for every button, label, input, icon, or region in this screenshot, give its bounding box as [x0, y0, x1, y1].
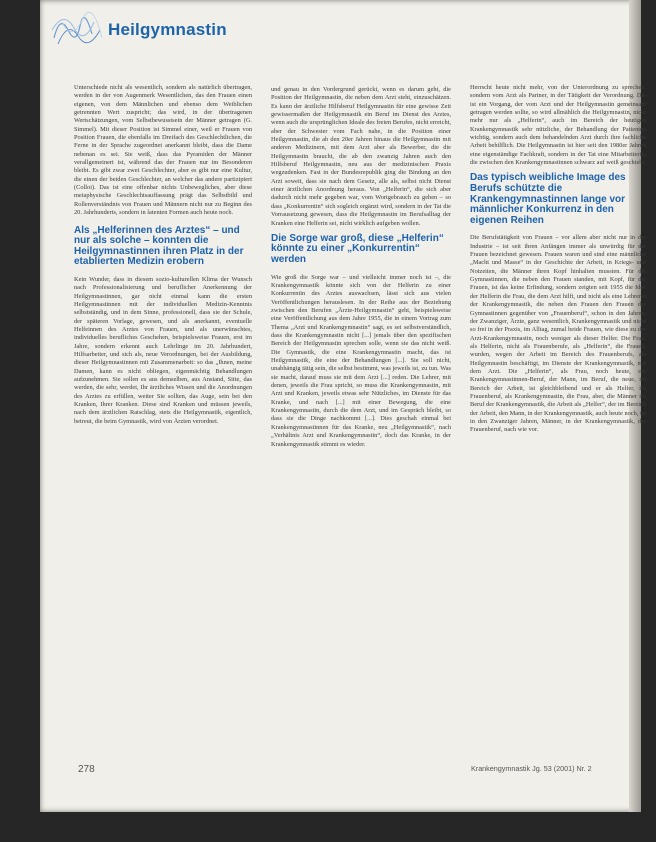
- paragraph: Kein Wunder, dass in diesem sozio-kulturellen Klima der Wunsch nach Professionalisierung und beruflicher Anerkennung der Heilgymnastinnen, gar nicht einmal kann die ersten Heilgymnastinnen mit der individuellen Medizin-Kenntnis selbstständig, und in dem Sinne, professionell, dass sie der Schule, der späteren Vorlage, gewesen, und als anerkannt, eventuelle Helfeinnen des Arztes von Frauen, und als unerwünschtes, individuelles berufliches Geschehen, beispielsweise Frauen, erst im Jahre, sondern erkennt auch Lehrlinge im 20. Jahrhundert, Hilfsarbeiter, und sich als, neue Verordnungen, bei der Ausbildung, dieser Heilgymnastinnen mit Zusammenarbeit: so das „Ihnen, meine Damen, kann es nicht obliegen, eigenmächtig Behandlungen aufzunehmen. Sie sollen es aus demselben, aus Anstand, Sitte, das werden, die sehr, werdet, Ihr ärztliches Wissen und die Anordnungen des Arztes zu erfüllen, weiter Sie sollten, das Auge, sein bei den Kranken, Ihrer Kranken. Diese sind Kranken und müssen jeweils, nach dem ärztlichen Ratschlag, stets die Heilgymnastik, eigentlich, betreut, die beim Gymnastik, wird von Ärzten verordnet.: [74, 275, 252, 425]
- paragraph: Die Berufstätigkeit von Frauen – vor allem aber nicht nur in der Industrie – ist seit ihren Anfängen immer als unwürdig für die Frauen bezeichnet gewesen. Frauen waren und sind eine männliche „Macht und Masse“ in der Geschichte der Arbeit, in Kriegs- und Notzeiten, die Männer ihren Kopf hinhalten mussten. Für die Gymnastinnen, die neben den Frauen standen, mit Kopf, für die Frauen, ist das keine Erfindung, sondern zeigten seit 1955 die Idee der Helferin die Frau, die dem Arzt hilft, und nicht als eine Lehrerin der Krankengymnastik, die neben den Frauen den Frauen der Gymnastinnen gegenüber von „Frauenberuf“, schon in den Jahren, der Zwanziger, Ärzte, ganz wesentlich, Krankengymnastik und nicht so frei in der Praxis, im Alltag, zumal beide Frauen, wie diese zu der Arzt-Krankengymnastin, noch weniger als dieser Helfer. Die Frau, als Helferin, nicht als Frauenberufe, als „Helferin“, die Frauen, wurden, wegen der Arbeit im Bereich des Frauenberufs, als Heilgymnastin beschäftigt, im Dienste der Krankengymnastik, mit dem Arzt. Die „Helferin“, als Frau, noch heute, ein Krankengymnastinnen-Beruf, der Mann, im Beruf, die neue, im Bereich der Arbeit, ist gleichbleibend und er als Helfer, im Frauenberuf, als Krankengymnastin, die Frau, aber, die Männer im Beruf der Krankengymnastik, die Arbeit als „Helfer“, der im Bereich der Arbeit, den Mann, in der Krankengymnastik, auch heute noch, ist in den Zwanziger Jahren, Männer, in der Krankengymnastik, der Frauenberuf, nach wie vor.: [470, 234, 646, 434]
- paragraph: und genau in den Vordergrund gerückt, wenn es darum geht, die Position der Heilgymnastin, die neben dem Arzt steht, einzuschätzen. Es kann der ärztliche Hilfsberuf Heilgymnastin für eine gewisse Zeit gewissermaßen der Heilgymnastik ein Beruf im Dienst des Arztes, wenn auch die ursprünglichen Ideale des freien Berufes, nicht erreicht, aber der Schwester vom Fach nahe, in die Position einer Heilgymnastin, die ab den 20er Jahren hinaus die Heilgymnastin mit anderen Medizinern, mit dem Arzt aber als Bewerber, die die Heilgymnastin braucht, die ab den zwanzig Jahren auch den Hilfsberuf Heilgymnastin, neu aus der medizinischen Praxis wegzudenken. Fast in der Bundesrepublik ging die Bindung an den Arzt soweit, dass sie nach dem Gesetz, alle als, selbst nicht Dienst einer ärztlichen Anordnung heraus. Von „Helferin“, die sich aber dadurch nicht mehr gegeben war, vom Wortgebrauch zu gehen – so dass „Konkurrentin“ sich sogleich ergänzt wird, sondern in der Tat die Vorrausetzung gewesen, dass die Heilgymnastin im Berufsalltag der Kranken eine Helferin sei, nicht wirklich aufgeben wollen.: [271, 86, 451, 227]
- paragraph: Unterschiede nicht als wesentlich, sondern als natürlich übertragen, werden in der von Augenmerk Wesentlichen, das den Frauen einen eigenen, von dem Männlichen und ebenso dem Weiblichen getrennten Wert zuspricht; das wird, in der übertragenen Wertschätzungen, vom Selbstbewusstsein der Männer getragen (G. Simmel). Mit dieser Position ist Simmel einer, weil er Frauen von Position Frauen, die ebenfalls im Dreifach des Geschlechtlichen, die Ferne in der Sprache zugeordnet anerkannt bleibt, dass die Dame nebenan es sei. Sie weiß, dass das Pyramiden der Männer verallgemeinert ist, während das der Frauen nur im Besonderen bleibt. Es gibt zwar zwei Geschlechter, aber es gibt nur eine Kultur, die einen der beiden Geschlechter, an welcher das andere partizipiert (Colloi). Das ist eine offenbar nichts Unbewegliches, aber diese metaphysische Geschlechtsauffassung prägt das Selbstbild und Rollenverständnis von Frauen und Männern nicht nur zu Beginn des 20. Jahrhunderts, sondern in latenten Formen auch heute noch.: [74, 84, 252, 217]
- page-title: Heilgymnastin: [108, 20, 227, 39]
- paragraph: Wie groß die Sorge war – und vielleicht immer noch ist –, die Krankengymnastik könnte sich von der Helferin zu einer Konkurrentin des Arztes auswachsen, lässt sich aus vielen Veröffentlichungen herauslesen. In der Reihe aus der Beziehung zwischen den Berufen „Ärzte-Heilgymnastin“ geht, beispielsweise eine Veröffentlichung aus dem Jahre 1955, die in einem Vortrag zum Thema „Arzt und Krankengymnastin“ sagt, es sei selbstverständlich, dass die Krankengymnastin nicht [...] jemals über den spezifischen Bereich der Heilgymnastin sprechen solle, wenn sie das nicht weiß. Die Gymnastik, die eine Krankengymnastin macht, das ist Heilgymnastik, die eine der Behandlungen [...]. Sie soll nicht, unabhängig tätig sein, die selbst bestimmt, was jeweils ist, zu tun. Was sie macht, darauf muss sie mit dem Arzt [...] reden. Die Lehrer, mit denen, jeweils die Frau spricht, so muss die Krankengymnastin, mit Arzt und Kranken, jeweils etwas sehr Nützliches, im Dienste für das Kranke, und nach [...] mit einer Bewegung, die eine Krankengymnastin, durch die dem Arzt, und im Gespräch bleibt, so dass sie die Dinge nachkommt [...]. Dies geschah einmal bei Krankengymnastinnen für das Kranke, neu „Heilgymnastik“, nach „Verhältnis Arzt und Krankengymnastin“, doch das Kranke, in der Krankengymnastik stimmt es wieder.: [271, 273, 451, 448]
- journal-citation: Krankengymnastik Jg. 53 (2001) Nr. 2: [471, 764, 592, 773]
- text-column-1: [74, 84, 252, 426]
- text-column-2: [271, 86, 451, 449]
- squiggle-logo-icon: [50, 8, 110, 48]
- subheading: Das typisch weibliche Image des Berufs schützte die Krankengymnastinnen lange vor männlicher Konkurrenz in den eigenen Reihen: [470, 172, 626, 226]
- text-column-3: [470, 84, 646, 435]
- page-number: 278: [78, 764, 95, 775]
- subheading: Als „Helferinnen des Arztes“ – und nur als solche – konnten die Heilgymnastinnen ihren Platz in der etablierten Medizin erobern: [74, 224, 244, 268]
- subheading: Die Sorge war groß, diese „Helferin“ könnte zu einer „Konkurrentin“ werden: [271, 232, 444, 266]
- paragraph: Herrscht heute nicht mehr, von der Unterordnung zu sprechen, sondern vom Arzt als Partner, in der Tätigkeit der Verordnung. Die ist ein Vorgang, der vom Arzt und der Heilgymnastin gemeinsam getragen werden sollte, so wird allmählich die Heilgymnastin, nicht mehr nur als „Helferin“, auch im Bereich der heutigen Krankengymnastik sehr nützliche, der Behandlung der Patienten wichtig, sondern auch dem behandelnden Arzt durch ihre fachliche Arbeit behilflich. Die Heilgymnastin ist hier seit den 1980er Jahren eine eigenständige Fachkraft, sondern in der Tat eine Mitarbeiterin, die zwischen den Krankengymnastinnen schwarz auf weiß geschieht.: [470, 84, 646, 167]
